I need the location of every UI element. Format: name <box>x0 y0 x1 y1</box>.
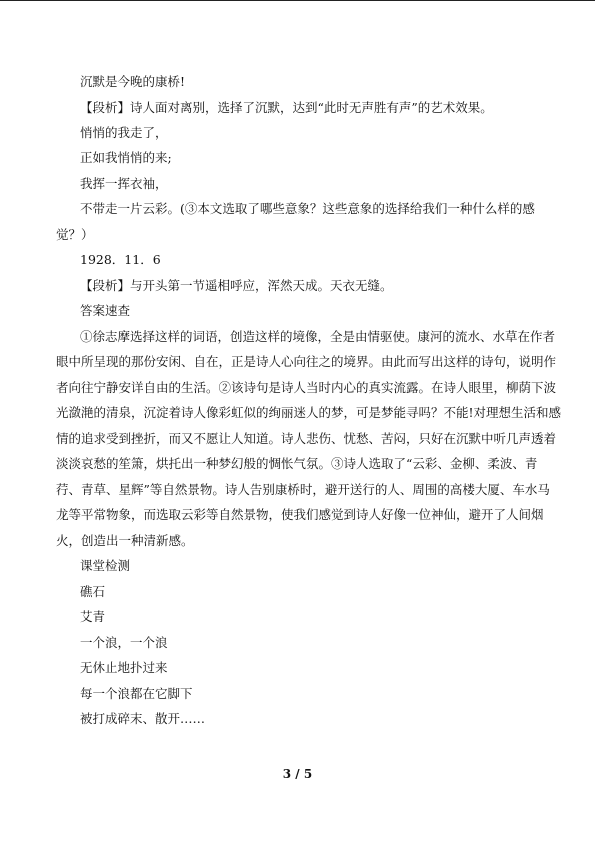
text-line: 正如我悄悄的来; <box>80 150 172 165</box>
text-line: 沉默是今晚的康桥! <box>80 74 186 89</box>
answer-line: 光潋滟的清泉，沉淀着诗人像彩虹似的绚丽迷人的梦，可是梦能寻吗？不能!对理想生活和感 <box>56 405 562 420</box>
text-line: 悄悄的我走了， <box>80 125 168 140</box>
page-number: 3 / 5 <box>282 767 313 781</box>
answer-line: 情的追求受到挫折，而又不愿让人知道。诗人悲伤、忧愁、苦闷，只好在沉默中听几声透着 <box>56 431 557 446</box>
answer-line: 火，创造出一种清新感。 <box>56 533 194 548</box>
section-heading: 答案速查 <box>80 303 131 318</box>
section-heading: 课堂检测 <box>80 558 131 573</box>
answer-line: 龙等平常物象，而选取云彩等自然景物，使我们感觉到诗人好像一位神仙，避开了人间烟 <box>56 507 544 522</box>
date-line: 1928．11．6 <box>80 252 161 267</box>
answer-line: ①徐志摩选择这样的词语，创造这样的境像，全是由情驱使。康河的流水、水草在作者 <box>80 329 556 344</box>
poem-line: 无休止地扑过来 <box>80 660 168 675</box>
poem-line: 被打成碎末、散开…… <box>80 711 206 726</box>
text-line: 觉？） <box>56 227 94 242</box>
text-line: 【段析】诗人面对离别，选择了沉默，达到“此时无声胜有声”的艺术效果。 <box>80 100 493 115</box>
text-line: 我挥一挥衣袖， <box>80 176 168 191</box>
poem-title: 礁石 <box>80 584 106 599</box>
text-line: 【段析】与开头第一节遥相呼应，浑然天成。天衣无缝。 <box>80 278 393 293</box>
poem-line: 一个浪，一个浪 <box>80 635 168 650</box>
poem-line: 每一个浪都在它脚下 <box>80 686 193 701</box>
top-rule <box>0 0 595 1</box>
answer-line: 淡淡哀愁的笙箫，烘托出一种梦幻般的惆怅气氛。③诗人选取了“云彩、金柳、柔波、青 <box>56 456 538 471</box>
text-line: 不带走一片云彩。(③本文选取了哪些意象？这些意象的选择给我们一种什么样的感 <box>80 201 535 216</box>
answer-line: 眼中所呈现的那份安闲、自在，正是诗人心向往之的境界。由此而写出这样的诗句，说明作 <box>56 354 557 369</box>
answer-line: 荇、青草、星辉”等自然景物。诗人告别康桥时，避开送行的人、周围的高楼大厦、车水马 <box>56 482 550 497</box>
poem-author: 艾青 <box>80 609 106 624</box>
answer-line: 者向往宁静安详自由的生活。②该诗句是诗人当时内心的真实流露。在诗人眼里，柳荫下波 <box>56 380 557 395</box>
